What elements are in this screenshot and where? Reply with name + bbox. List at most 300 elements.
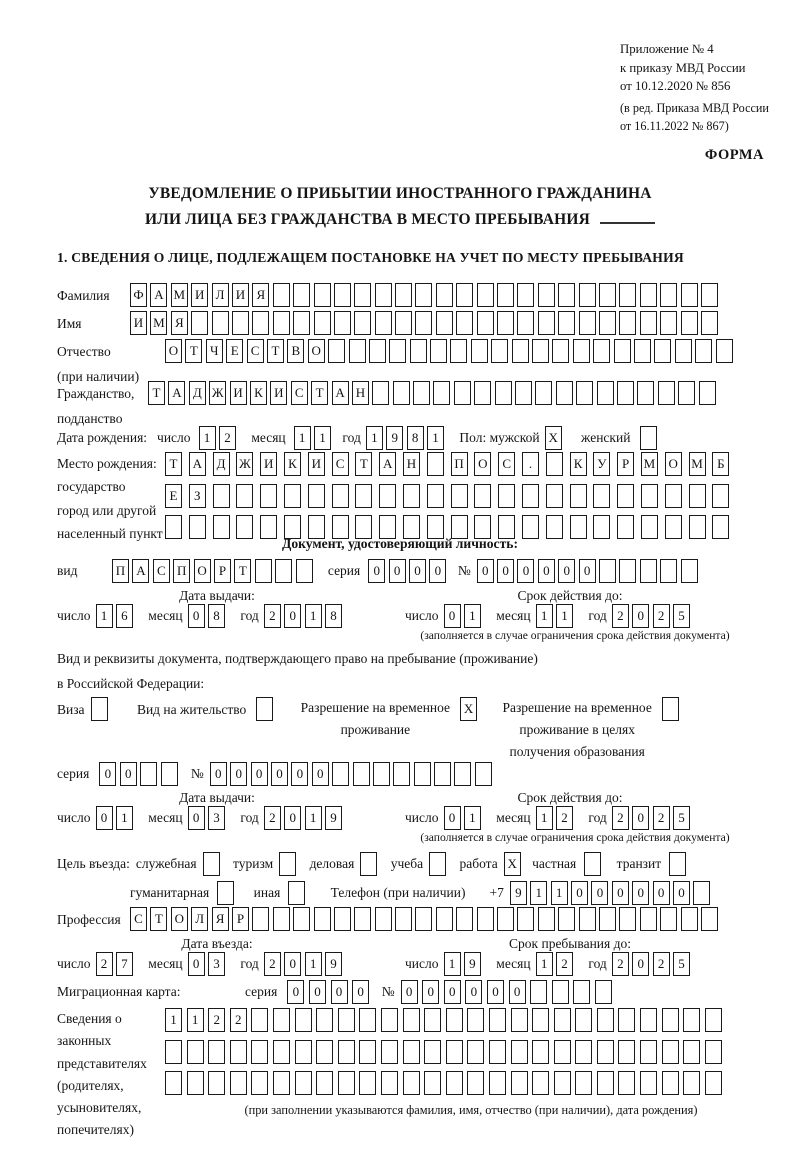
char-cell[interactable] bbox=[618, 1040, 635, 1064]
char-cell[interactable] bbox=[511, 1071, 528, 1095]
char-cell[interactable] bbox=[359, 1040, 376, 1064]
purpose-humanitarian-checkbox[interactable] bbox=[217, 881, 237, 905]
char-cell[interactable] bbox=[284, 484, 301, 508]
char-cell[interactable] bbox=[618, 1071, 635, 1095]
reps-cells-row1[interactable] bbox=[165, 1008, 726, 1032]
char-cell[interactable] bbox=[260, 484, 277, 508]
char-cell[interactable] bbox=[389, 339, 406, 363]
doc-series-cells[interactable] bbox=[368, 559, 450, 583]
char-cell[interactable] bbox=[538, 907, 555, 931]
char-cell[interactable]: 0 bbox=[230, 762, 247, 786]
char-cell[interactable]: 0 bbox=[591, 881, 608, 905]
char-cell[interactable]: А bbox=[189, 452, 206, 476]
char-cell[interactable]: 9 bbox=[325, 806, 342, 830]
char-cell[interactable] bbox=[689, 484, 706, 508]
char-cell[interactable]: А bbox=[332, 381, 349, 405]
reps-cells-row2[interactable] bbox=[165, 1040, 726, 1064]
char-cell[interactable] bbox=[515, 381, 532, 405]
char-cell[interactable] bbox=[191, 311, 208, 335]
char-cell[interactable] bbox=[474, 381, 491, 405]
char-cell[interactable]: Я bbox=[171, 311, 188, 335]
char-cell[interactable] bbox=[532, 1071, 549, 1095]
phone-cells[interactable] bbox=[510, 881, 714, 905]
char-cell[interactable] bbox=[424, 1071, 441, 1095]
char-cell[interactable]: 0 bbox=[331, 980, 348, 1004]
char-cell[interactable]: М bbox=[150, 311, 167, 335]
char-cell[interactable]: 0 bbox=[389, 559, 406, 583]
char-cell[interactable] bbox=[273, 311, 290, 335]
char-cell[interactable] bbox=[517, 311, 534, 335]
res-valid-month-cells[interactable] bbox=[536, 806, 577, 830]
char-cell[interactable]: И bbox=[230, 381, 247, 405]
char-cell[interactable] bbox=[295, 1040, 312, 1064]
char-cell[interactable]: 0 bbox=[632, 806, 649, 830]
char-cell[interactable]: С bbox=[332, 452, 349, 476]
char-cell[interactable] bbox=[517, 907, 534, 931]
char-cell[interactable] bbox=[681, 283, 698, 307]
char-cell[interactable] bbox=[415, 907, 432, 931]
char-cell[interactable]: 0 bbox=[291, 762, 308, 786]
char-cell[interactable] bbox=[273, 1040, 290, 1064]
char-cell[interactable]: 6 bbox=[116, 604, 133, 628]
char-cell[interactable] bbox=[203, 852, 220, 876]
char-cell[interactable] bbox=[558, 283, 575, 307]
char-cell[interactable] bbox=[308, 484, 325, 508]
char-cell[interactable] bbox=[705, 1040, 722, 1064]
char-cell[interactable]: 0 bbox=[352, 980, 369, 1004]
char-cell[interactable]: Л bbox=[212, 283, 229, 307]
doc-issue-day-cells[interactable] bbox=[96, 604, 137, 628]
char-cell[interactable] bbox=[512, 339, 529, 363]
char-cell[interactable]: А bbox=[168, 381, 185, 405]
char-cell[interactable]: Т bbox=[148, 381, 165, 405]
char-cell[interactable] bbox=[511, 1040, 528, 1064]
char-cell[interactable] bbox=[641, 484, 658, 508]
char-cell[interactable]: 1 bbox=[551, 881, 568, 905]
char-cell[interactable]: 0 bbox=[487, 980, 504, 1004]
char-cell[interactable] bbox=[381, 1040, 398, 1064]
char-cell[interactable] bbox=[619, 283, 636, 307]
char-cell[interactable]: 1 bbox=[530, 881, 547, 905]
birth-month-cells[interactable] bbox=[294, 426, 335, 450]
char-cell[interactable]: 8 bbox=[208, 604, 225, 628]
char-cell[interactable] bbox=[332, 484, 349, 508]
char-cell[interactable] bbox=[91, 697, 108, 721]
char-cell[interactable] bbox=[618, 1008, 635, 1032]
char-cell[interactable] bbox=[295, 1008, 312, 1032]
char-cell[interactable] bbox=[273, 1008, 290, 1032]
char-cell[interactable]: 0 bbox=[284, 806, 301, 830]
doc-issue-month-cells[interactable] bbox=[188, 604, 229, 628]
char-cell[interactable] bbox=[381, 1071, 398, 1095]
char-cell[interactable]: 0 bbox=[368, 559, 385, 583]
char-cell[interactable] bbox=[530, 980, 547, 1004]
char-cell[interactable]: 0 bbox=[99, 762, 116, 786]
char-cell[interactable]: 2 bbox=[208, 1008, 225, 1032]
char-cell[interactable]: 0 bbox=[284, 604, 301, 628]
char-cell[interactable]: Ф bbox=[130, 283, 147, 307]
char-cell[interactable] bbox=[681, 559, 698, 583]
char-cell[interactable] bbox=[217, 881, 234, 905]
char-cell[interactable] bbox=[701, 283, 718, 307]
char-cell[interactable]: 0 bbox=[284, 952, 301, 976]
temp-permit-checkbox[interactable] bbox=[460, 697, 480, 721]
char-cell[interactable]: 8 bbox=[325, 604, 342, 628]
char-cell[interactable] bbox=[403, 1040, 420, 1064]
char-cell[interactable] bbox=[296, 559, 313, 583]
entry-month-cells[interactable] bbox=[188, 952, 229, 976]
char-cell[interactable]: Т bbox=[185, 339, 202, 363]
char-cell[interactable] bbox=[436, 283, 453, 307]
char-cell[interactable] bbox=[477, 283, 494, 307]
char-cell[interactable]: 2 bbox=[653, 952, 670, 976]
char-cell[interactable] bbox=[255, 559, 272, 583]
char-cell[interactable]: 0 bbox=[465, 980, 482, 1004]
char-cell[interactable] bbox=[619, 559, 636, 583]
char-cell[interactable] bbox=[433, 381, 450, 405]
char-cell[interactable]: 0 bbox=[120, 762, 137, 786]
char-cell[interactable] bbox=[497, 907, 514, 931]
char-cell[interactable] bbox=[316, 1008, 333, 1032]
char-cell[interactable]: А bbox=[150, 283, 167, 307]
char-cell[interactable]: П bbox=[112, 559, 129, 583]
char-cell[interactable] bbox=[334, 311, 351, 335]
purpose-study-checkbox[interactable] bbox=[429, 852, 449, 876]
char-cell[interactable] bbox=[354, 907, 371, 931]
char-cell[interactable] bbox=[705, 1008, 722, 1032]
char-cell[interactable]: 0 bbox=[401, 980, 418, 1004]
char-cell[interactable] bbox=[403, 1008, 420, 1032]
entry-day-cells[interactable] bbox=[96, 952, 137, 976]
char-cell[interactable] bbox=[597, 1071, 614, 1095]
char-cell[interactable]: 1 bbox=[96, 604, 113, 628]
char-cell[interactable]: 0 bbox=[444, 980, 461, 1004]
char-cell[interactable] bbox=[491, 339, 508, 363]
char-cell[interactable]: О bbox=[171, 907, 188, 931]
char-cell[interactable]: 1 bbox=[444, 952, 461, 976]
char-cell[interactable] bbox=[436, 311, 453, 335]
char-cell[interactable] bbox=[410, 339, 427, 363]
char-cell[interactable] bbox=[597, 381, 614, 405]
char-cell[interactable] bbox=[415, 311, 432, 335]
char-cell[interactable]: Т bbox=[311, 381, 328, 405]
char-cell[interactable] bbox=[314, 311, 331, 335]
res-valid-year-cells[interactable] bbox=[612, 806, 694, 830]
char-cell[interactable] bbox=[640, 1040, 657, 1064]
char-cell[interactable]: У bbox=[593, 452, 610, 476]
char-cell[interactable]: 2 bbox=[653, 806, 670, 830]
char-cell[interactable]: Т bbox=[150, 907, 167, 931]
char-cell[interactable]: 2 bbox=[612, 604, 629, 628]
char-cell[interactable]: X bbox=[504, 852, 521, 876]
char-cell[interactable]: С bbox=[153, 559, 170, 583]
res-series-cells[interactable] bbox=[99, 762, 181, 786]
char-cell[interactable] bbox=[359, 1071, 376, 1095]
char-cell[interactable] bbox=[354, 311, 371, 335]
char-cell[interactable]: 1 bbox=[536, 806, 553, 830]
char-cell[interactable] bbox=[414, 762, 431, 786]
char-cell[interactable]: 2 bbox=[264, 806, 281, 830]
res-valid-day-cells[interactable] bbox=[444, 806, 485, 830]
char-cell[interactable] bbox=[273, 907, 290, 931]
char-cell[interactable] bbox=[454, 381, 471, 405]
char-cell[interactable]: И bbox=[260, 452, 277, 476]
char-cell[interactable] bbox=[424, 1040, 441, 1064]
char-cell[interactable]: 1 bbox=[536, 952, 553, 976]
char-cell[interactable] bbox=[275, 559, 292, 583]
char-cell[interactable] bbox=[584, 852, 601, 876]
char-cell[interactable] bbox=[403, 1071, 420, 1095]
char-cell[interactable] bbox=[660, 559, 677, 583]
char-cell[interactable] bbox=[467, 1008, 484, 1032]
char-cell[interactable] bbox=[355, 484, 372, 508]
char-cell[interactable] bbox=[495, 381, 512, 405]
char-cell[interactable]: 0 bbox=[287, 980, 304, 1004]
char-cell[interactable] bbox=[532, 1040, 549, 1064]
char-cell[interactable]: 8 bbox=[407, 426, 424, 450]
char-cell[interactable] bbox=[165, 1040, 182, 1064]
char-cell[interactable] bbox=[446, 1040, 463, 1064]
res-issue-day-cells[interactable] bbox=[96, 806, 137, 830]
char-cell[interactable]: М bbox=[689, 452, 706, 476]
char-cell[interactable] bbox=[251, 1040, 268, 1064]
char-cell[interactable]: В bbox=[287, 339, 304, 363]
char-cell[interactable] bbox=[427, 452, 444, 476]
char-cell[interactable]: 0 bbox=[538, 559, 555, 583]
char-cell[interactable] bbox=[599, 559, 616, 583]
char-cell[interactable]: О bbox=[194, 559, 211, 583]
char-cell[interactable] bbox=[316, 1040, 333, 1064]
char-cell[interactable] bbox=[434, 762, 451, 786]
char-cell[interactable] bbox=[658, 381, 675, 405]
char-cell[interactable]: 2 bbox=[219, 426, 236, 450]
char-cell[interactable]: И bbox=[232, 283, 249, 307]
char-cell[interactable]: 0 bbox=[409, 559, 426, 583]
char-cell[interactable] bbox=[654, 339, 671, 363]
char-cell[interactable] bbox=[424, 1008, 441, 1032]
char-cell[interactable] bbox=[660, 283, 677, 307]
char-cell[interactable] bbox=[140, 762, 157, 786]
char-cell[interactable] bbox=[256, 697, 273, 721]
char-cell[interactable]: 1 bbox=[314, 426, 331, 450]
char-cell[interactable] bbox=[393, 762, 410, 786]
char-cell[interactable] bbox=[683, 1040, 700, 1064]
char-cell[interactable] bbox=[161, 762, 178, 786]
purpose-private-checkbox[interactable] bbox=[584, 852, 604, 876]
doc-valid-year-cells[interactable] bbox=[612, 604, 694, 628]
char-cell[interactable] bbox=[293, 311, 310, 335]
char-cell[interactable]: 0 bbox=[632, 881, 649, 905]
char-cell[interactable]: Р bbox=[617, 452, 634, 476]
char-cell[interactable]: И bbox=[308, 452, 325, 476]
stay-month-cells[interactable] bbox=[536, 952, 577, 976]
char-cell[interactable]: 2 bbox=[612, 952, 629, 976]
char-cell[interactable] bbox=[187, 1071, 204, 1095]
char-cell[interactable]: 0 bbox=[251, 762, 268, 786]
char-cell[interactable]: 0 bbox=[444, 604, 461, 628]
char-cell[interactable]: Р bbox=[232, 907, 249, 931]
char-cell[interactable]: 3 bbox=[208, 952, 225, 976]
char-cell[interactable]: Л bbox=[191, 907, 208, 931]
char-cell[interactable]: 0 bbox=[497, 559, 514, 583]
char-cell[interactable] bbox=[556, 381, 573, 405]
char-cell[interactable] bbox=[316, 1071, 333, 1095]
char-cell[interactable] bbox=[375, 283, 392, 307]
char-cell[interactable] bbox=[288, 881, 305, 905]
residence-permit-checkbox[interactable] bbox=[256, 697, 276, 721]
char-cell[interactable]: 0 bbox=[188, 806, 205, 830]
char-cell[interactable] bbox=[701, 907, 718, 931]
char-cell[interactable]: Е bbox=[165, 484, 182, 508]
char-cell[interactable] bbox=[538, 283, 555, 307]
char-cell[interactable] bbox=[637, 381, 654, 405]
reps-cells-row3[interactable] bbox=[165, 1071, 726, 1095]
char-cell[interactable] bbox=[640, 559, 657, 583]
char-cell[interactable] bbox=[314, 283, 331, 307]
char-cell[interactable] bbox=[597, 1008, 614, 1032]
char-cell[interactable] bbox=[338, 1040, 355, 1064]
char-cell[interactable] bbox=[681, 311, 698, 335]
char-cell[interactable] bbox=[546, 484, 563, 508]
char-cell[interactable]: X bbox=[460, 697, 477, 721]
char-cell[interactable] bbox=[640, 907, 657, 931]
char-cell[interactable]: К bbox=[284, 452, 301, 476]
char-cell[interactable] bbox=[511, 1008, 528, 1032]
char-cell[interactable]: 0 bbox=[579, 559, 596, 583]
char-cell[interactable] bbox=[579, 907, 596, 931]
char-cell[interactable] bbox=[293, 907, 310, 931]
char-cell[interactable] bbox=[660, 907, 677, 931]
char-cell[interactable]: 1 bbox=[305, 952, 322, 976]
char-cell[interactable] bbox=[522, 484, 539, 508]
char-cell[interactable]: 2 bbox=[653, 604, 670, 628]
char-cell[interactable] bbox=[595, 980, 612, 1004]
char-cell[interactable]: Д bbox=[213, 452, 230, 476]
char-cell[interactable]: 0 bbox=[632, 604, 649, 628]
birthplace-cells-row1[interactable] bbox=[165, 452, 736, 476]
char-cell[interactable] bbox=[552, 339, 569, 363]
char-cell[interactable] bbox=[693, 881, 710, 905]
char-cell[interactable]: 1 bbox=[366, 426, 383, 450]
char-cell[interactable] bbox=[634, 339, 651, 363]
edu-permit-checkbox[interactable] bbox=[662, 697, 682, 721]
char-cell[interactable] bbox=[573, 339, 590, 363]
char-cell[interactable] bbox=[360, 852, 377, 876]
char-cell[interactable] bbox=[456, 907, 473, 931]
char-cell[interactable]: 1 bbox=[556, 604, 573, 628]
char-cell[interactable]: П bbox=[173, 559, 190, 583]
char-cell[interactable]: 1 bbox=[305, 604, 322, 628]
char-cell[interactable] bbox=[599, 311, 616, 335]
char-cell[interactable]: 1 bbox=[427, 426, 444, 450]
char-cell[interactable] bbox=[675, 339, 692, 363]
char-cell[interactable]: 5 bbox=[673, 806, 690, 830]
char-cell[interactable]: 2 bbox=[264, 952, 281, 976]
char-cell[interactable]: Я bbox=[212, 907, 229, 931]
char-cell[interactable] bbox=[187, 1040, 204, 1064]
char-cell[interactable]: 0 bbox=[96, 806, 113, 830]
char-cell[interactable] bbox=[554, 1040, 571, 1064]
char-cell[interactable] bbox=[429, 852, 446, 876]
char-cell[interactable]: О bbox=[165, 339, 182, 363]
char-cell[interactable] bbox=[619, 907, 636, 931]
char-cell[interactable] bbox=[554, 1008, 571, 1032]
char-cell[interactable]: 1 bbox=[305, 806, 322, 830]
char-cell[interactable]: Т bbox=[267, 339, 284, 363]
char-cell[interactable]: 9 bbox=[386, 426, 403, 450]
char-cell[interactable] bbox=[273, 1071, 290, 1095]
char-cell[interactable]: Н bbox=[352, 381, 369, 405]
char-cell[interactable] bbox=[538, 311, 555, 335]
char-cell[interactable] bbox=[573, 980, 590, 1004]
char-cell[interactable] bbox=[415, 283, 432, 307]
char-cell[interactable]: 0 bbox=[271, 762, 288, 786]
char-cell[interactable] bbox=[334, 283, 351, 307]
char-cell[interactable] bbox=[599, 907, 616, 931]
stay-day-cells[interactable] bbox=[444, 952, 485, 976]
char-cell[interactable] bbox=[681, 907, 698, 931]
char-cell[interactable] bbox=[273, 283, 290, 307]
char-cell[interactable]: 2 bbox=[556, 806, 573, 830]
char-cell[interactable]: П bbox=[451, 452, 468, 476]
char-cell[interactable]: 1 bbox=[165, 1008, 182, 1032]
char-cell[interactable] bbox=[683, 1071, 700, 1095]
char-cell[interactable] bbox=[252, 907, 269, 931]
purpose-official-checkbox[interactable] bbox=[203, 852, 223, 876]
visa-checkbox[interactable] bbox=[91, 697, 111, 721]
char-cell[interactable] bbox=[379, 484, 396, 508]
char-cell[interactable] bbox=[332, 762, 349, 786]
char-cell[interactable] bbox=[683, 1008, 700, 1032]
char-cell[interactable] bbox=[575, 1071, 592, 1095]
char-cell[interactable] bbox=[456, 311, 473, 335]
char-cell[interactable]: Р bbox=[214, 559, 231, 583]
char-cell[interactable] bbox=[489, 1008, 506, 1032]
char-cell[interactable]: 1 bbox=[116, 806, 133, 830]
name-cells[interactable] bbox=[130, 311, 721, 335]
char-cell[interactable]: К bbox=[570, 452, 587, 476]
char-cell[interactable] bbox=[705, 1071, 722, 1095]
char-cell[interactable]: Е bbox=[226, 339, 243, 363]
char-cell[interactable] bbox=[532, 1008, 549, 1032]
char-cell[interactable] bbox=[575, 1008, 592, 1032]
char-cell[interactable] bbox=[695, 339, 712, 363]
doc-valid-month-cells[interactable] bbox=[536, 604, 577, 628]
char-cell[interactable]: С bbox=[130, 907, 147, 931]
birth-year-cells[interactable] bbox=[366, 426, 448, 450]
char-cell[interactable]: Ч bbox=[206, 339, 223, 363]
char-cell[interactable] bbox=[328, 339, 345, 363]
char-cell[interactable] bbox=[208, 1071, 225, 1095]
char-cell[interactable] bbox=[662, 1071, 679, 1095]
birth-day-cells[interactable] bbox=[199, 426, 240, 450]
char-cell[interactable]: 0 bbox=[444, 806, 461, 830]
char-cell[interactable]: О bbox=[665, 452, 682, 476]
char-cell[interactable] bbox=[293, 283, 310, 307]
purpose-tourism-checkbox[interactable] bbox=[279, 852, 299, 876]
char-cell[interactable]: 0 bbox=[422, 980, 439, 1004]
char-cell[interactable] bbox=[475, 762, 492, 786]
char-cell[interactable] bbox=[338, 1008, 355, 1032]
char-cell[interactable]: Б bbox=[712, 452, 729, 476]
char-cell[interactable] bbox=[212, 311, 229, 335]
char-cell[interactable]: 0 bbox=[210, 762, 227, 786]
char-cell[interactable]: 2 bbox=[612, 806, 629, 830]
char-cell[interactable] bbox=[678, 381, 695, 405]
char-cell[interactable] bbox=[640, 311, 657, 335]
char-cell[interactable]: 1 bbox=[536, 604, 553, 628]
char-cell[interactable]: 1 bbox=[294, 426, 311, 450]
